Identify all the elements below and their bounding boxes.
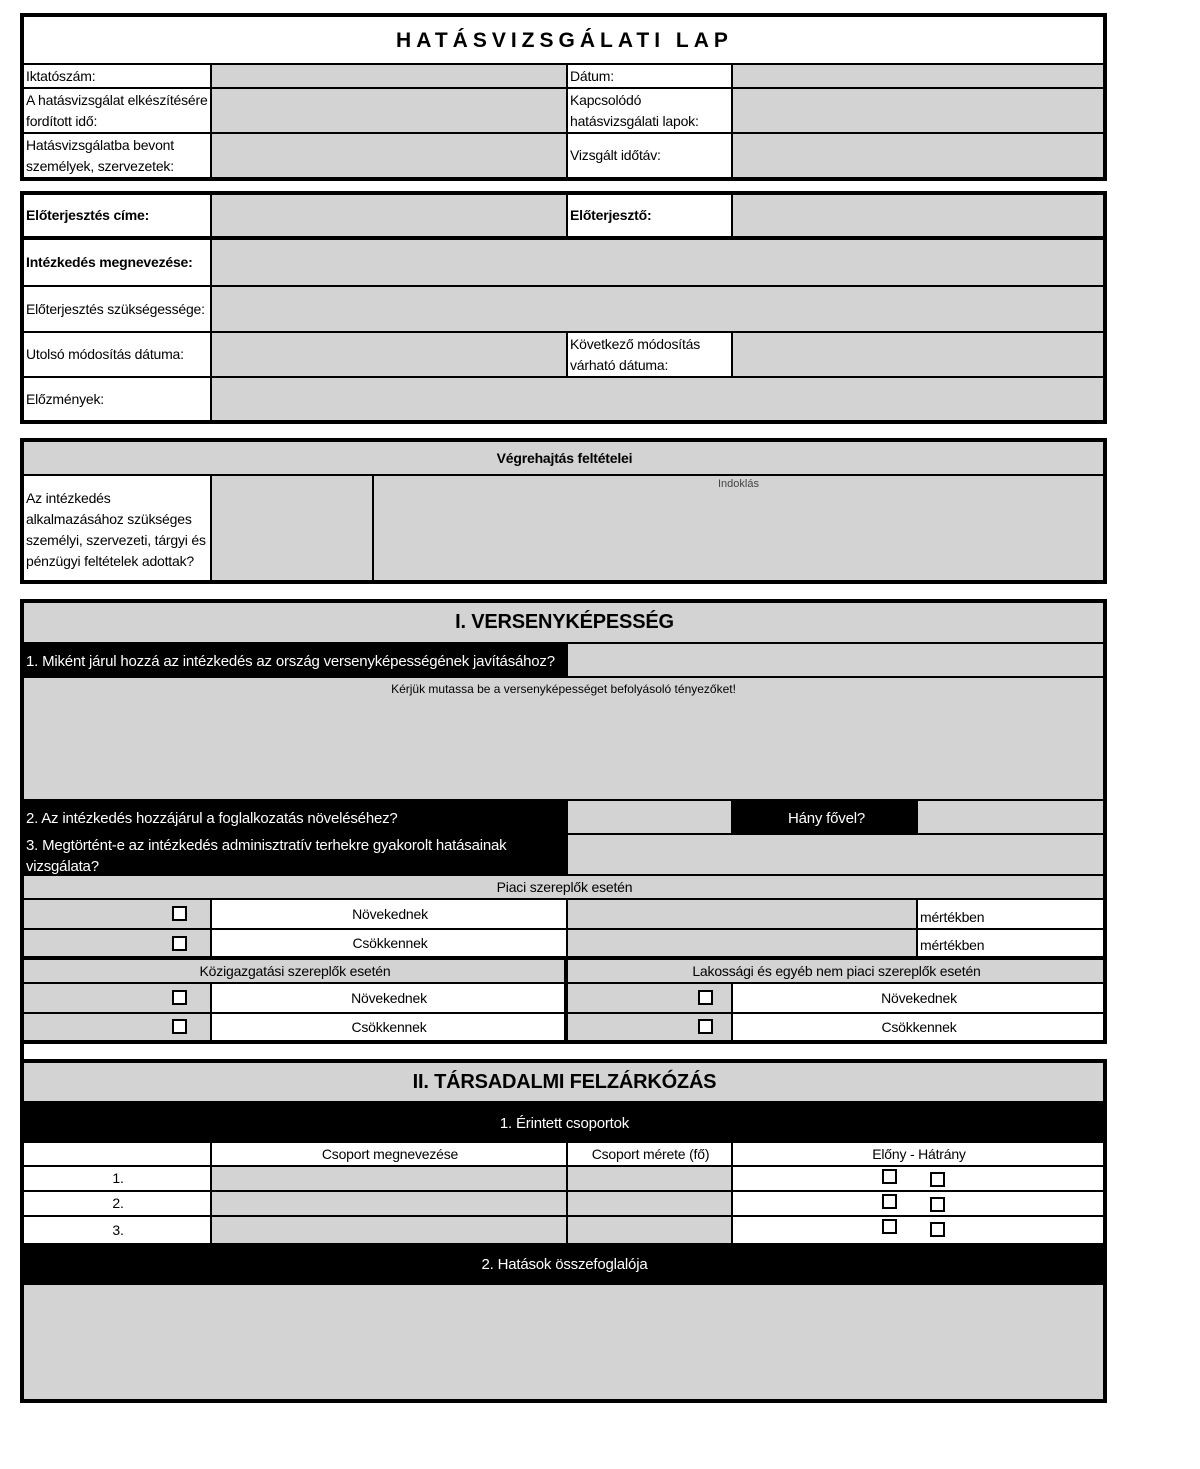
piaci-novekednek-mertekben: mértékben <box>918 900 1103 930</box>
col-adv-header: Előny - Hátrány <box>733 1143 1103 1167</box>
kozig-header: Közigazgatási szereplők esetén <box>24 960 568 984</box>
q1-explanation-field[interactable] <box>24 678 1103 801</box>
kovetkezo-label: Következő módosítás várható dátuma: <box>568 333 733 378</box>
indoklas-label: Indoklás <box>718 478 759 490</box>
datum-label: Dátum: <box>568 65 733 89</box>
iktatoszam-label: Iktatószám: <box>24 65 212 89</box>
group-1-disadvantage-checkbox[interactable] <box>930 1172 945 1187</box>
kovetkezo-field[interactable] <box>733 333 1103 378</box>
utolso-label: Utolsó módosítás dátuma: <box>24 333 212 378</box>
elozmenyek-label: Előzmények: <box>24 378 212 420</box>
group-name-field[interactable] <box>212 1167 568 1192</box>
hany-fovel-field[interactable] <box>918 801 1103 835</box>
piaci-csokkennek-mertekben: mértékben <box>918 930 1103 960</box>
erintett-csoportok-header: 1. Érintett csoportok <box>24 1103 1103 1143</box>
piaci-novekednek-label: Növekednek <box>212 900 568 930</box>
lakossagi-csokkennek-checkbox[interactable] <box>698 1019 713 1034</box>
q3-label: 3. Megtörtént-e az intézkedés adminisztratív terhekre gyakorolt hatásainak vizsgálata? <box>24 835 568 876</box>
social-block <box>20 1059 1107 1403</box>
ido-field[interactable] <box>212 89 568 134</box>
piaci-csokkennek-label: Csökkennek <box>212 930 568 960</box>
lakossagi-csokkennek-label: Csökkennek <box>733 1014 1103 1040</box>
execution-question: Az intézkedés alkalmazásához szükséges személyi, szervezeti, tárgyi és pénzügyi feltételek adottak? <box>24 476 212 580</box>
piaci-novekednek-check-cell <box>24 900 212 930</box>
lakossagi-novekednek-checkbox[interactable] <box>698 990 713 1005</box>
hatasok-header: 2. Hatások összefoglalója <box>24 1243 1103 1285</box>
group-2-disadvantage-checkbox[interactable] <box>930 1197 945 1212</box>
groups-index-header <box>24 1143 212 1167</box>
kozig-novekednek-checkbox[interactable] <box>172 990 187 1005</box>
bevont-label: Hatásvizsgálatba bevont személyek, szervezetek: <box>24 134 212 177</box>
q2-field[interactable] <box>568 801 733 835</box>
piaci-header: Piaci szereplők esetén <box>24 876 1103 900</box>
execution-header: Végrehajtás feltételei <box>24 442 1103 476</box>
lakossagi-header: Lakossági és egyéb nem piaci szereplők esetén <box>568 960 1103 984</box>
group-row-index: 1. <box>24 1167 212 1192</box>
hatasok-field[interactable] <box>24 1285 1103 1399</box>
eloterjeszto-field[interactable] <box>733 195 1103 240</box>
proposal-block <box>20 191 1107 424</box>
group-name-field[interactable] <box>212 1217 568 1243</box>
hany-fovel-label: Hány fővel? <box>733 801 918 835</box>
page-title: HATÁSVIZSGÁLATI LAP <box>24 17 1103 65</box>
divider-line <box>20 1044 24 1059</box>
execution-block <box>20 438 1107 584</box>
cim-label: Előterjesztés címe: <box>24 195 212 240</box>
piaci-csokkennek-checkbox[interactable] <box>172 936 187 951</box>
kozig-csokkennek-label: Csökkennek <box>212 1014 568 1040</box>
group-1-advantage-checkbox[interactable] <box>882 1169 897 1184</box>
col-name-header: Csoport megnevezése <box>212 1143 568 1167</box>
competitiveness-header: I. VERSENYKÉPESSÉG <box>24 603 1103 644</box>
group-size-field[interactable] <box>568 1217 733 1243</box>
group-3-disadvantage-checkbox[interactable] <box>930 1222 945 1237</box>
social-header: II. TÁRSADALMI FELZÁRKÓZÁS <box>24 1063 1103 1103</box>
piaci-novekednek-field[interactable] <box>568 900 918 930</box>
q3-field[interactable] <box>568 835 1103 876</box>
group-adv-cell <box>733 1167 1103 1192</box>
q2-label: 2. Az intézkedés hozzájárul a foglalkozatás növeléséhez? <box>24 801 568 835</box>
ido-label: A hatásvizsgálat elkészítésére fordított idő: <box>24 89 212 134</box>
datum-field[interactable] <box>733 65 1103 89</box>
col-size-header: Csoport mérete (fő) <box>568 1143 733 1167</box>
q1-field[interactable] <box>568 644 1103 678</box>
bevont-field[interactable] <box>212 134 568 177</box>
kozig-csokkennek-check-cell <box>24 1014 212 1040</box>
group-adv-cell <box>733 1192 1103 1217</box>
kozig-csokkennek-checkbox[interactable] <box>172 1019 187 1034</box>
cim-field[interactable] <box>212 195 568 240</box>
group-row-index: 2. <box>24 1192 212 1217</box>
kozig-novekednek-label: Növekednek <box>212 984 568 1014</box>
group-adv-cell <box>733 1217 1103 1243</box>
group-size-field[interactable] <box>568 1167 733 1192</box>
szuksegesseg-label: Előterjesztés szükségessége: <box>24 287 212 333</box>
group-3-advantage-checkbox[interactable] <box>882 1219 897 1234</box>
intezkedes-field[interactable] <box>212 240 1103 287</box>
intezkedes-label: Intézkedés megnevezése: <box>24 240 212 287</box>
kozig-novekednek-check-cell <box>24 984 212 1014</box>
indoklas-field[interactable] <box>374 476 1103 580</box>
elozmenyek-field[interactable] <box>212 378 1103 420</box>
piaci-csokkennek-check-cell <box>24 930 212 960</box>
execution-answer-field[interactable] <box>212 476 374 580</box>
group-2-advantage-checkbox[interactable] <box>882 1194 897 1209</box>
piaci-novekednek-checkbox[interactable] <box>172 906 187 921</box>
group-row-index: 3. <box>24 1217 212 1243</box>
idotav-field[interactable] <box>733 134 1103 177</box>
lakossagi-novekednek-label: Növekednek <box>733 984 1103 1014</box>
kapcsolodo-field[interactable] <box>733 89 1103 134</box>
group-size-field[interactable] <box>568 1192 733 1217</box>
lakossagi-csokkennek-check-cell <box>568 1014 733 1040</box>
eloterjeszto-label: Előterjesztő: <box>568 195 733 240</box>
general-info-block <box>20 13 1107 181</box>
idotav-label: Vizsgált időtáv: <box>568 134 733 177</box>
kapcsolodo-label: Kapcsolódó hatásvizsgálati lapok: <box>568 89 733 134</box>
group-name-field[interactable] <box>212 1192 568 1217</box>
q1-hint: Kérjük mutassa be a versenyképességet befolyásoló tényezőket! <box>391 682 736 696</box>
piaci-csokkennek-field[interactable] <box>568 930 918 960</box>
utolso-field[interactable] <box>212 333 568 378</box>
iktatoszam-field[interactable] <box>212 65 568 89</box>
q1-label: 1. Miként járul hozzá az intézkedés az ország versenyképességének javításához? <box>24 644 568 678</box>
lakossagi-novekednek-check-cell <box>568 984 733 1014</box>
szuksegesseg-field[interactable] <box>212 287 1103 333</box>
competitiveness-block <box>20 599 1107 1044</box>
